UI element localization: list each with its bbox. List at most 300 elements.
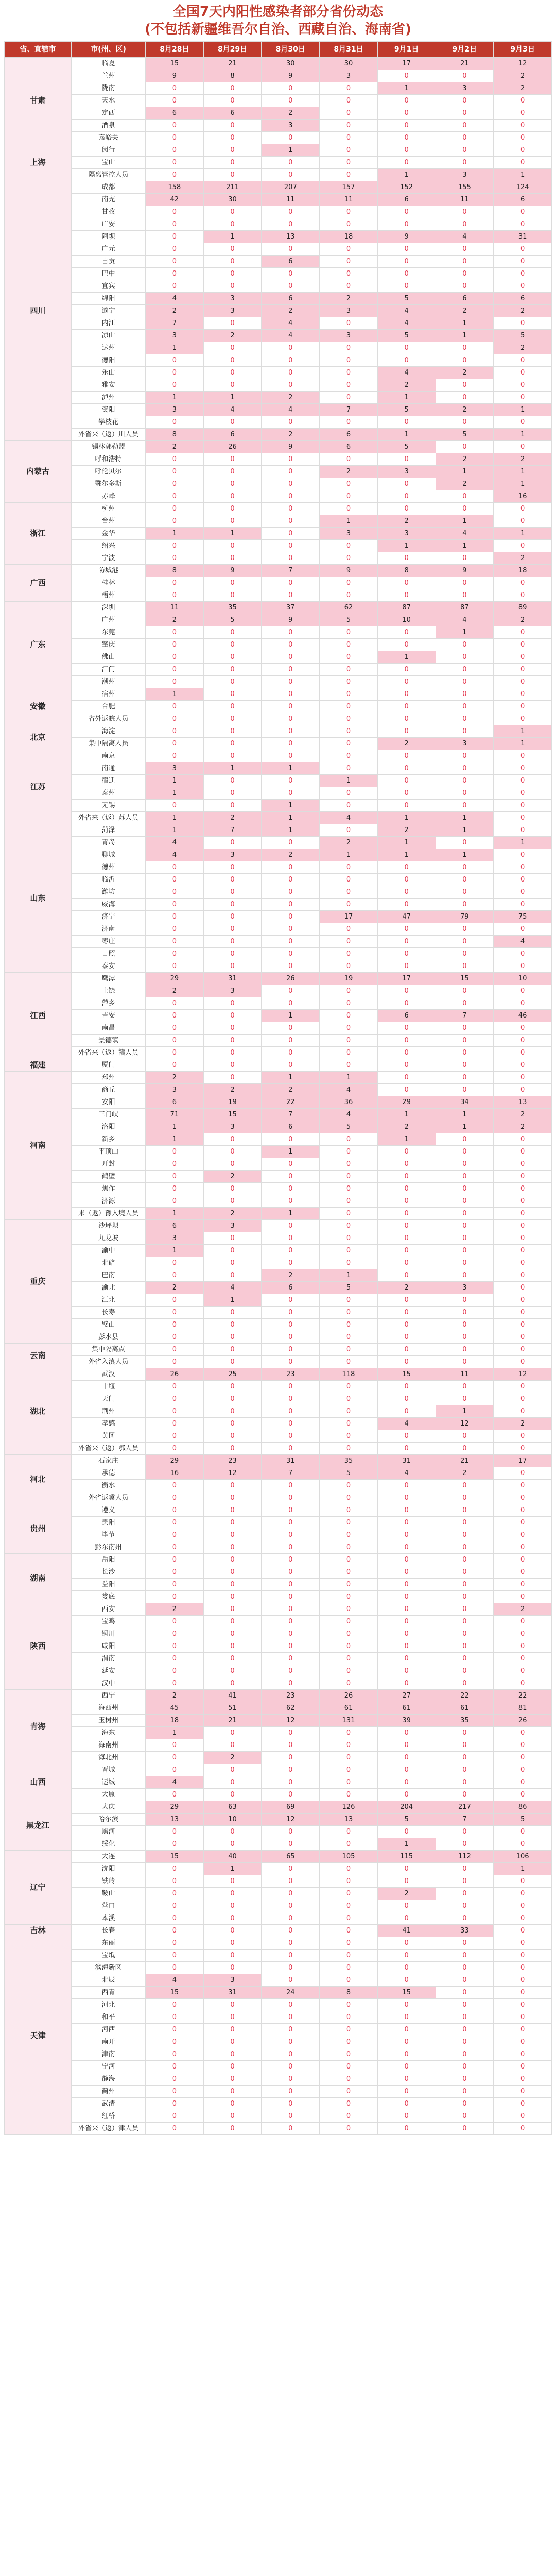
count-cell: 6 <box>262 293 320 305</box>
count-cell: 0 <box>494 1764 552 1776</box>
count-cell: 0 <box>377 1344 436 1356</box>
count-cell: 87 <box>377 602 436 614</box>
province-cell: 河南 <box>5 1072 72 1220</box>
count-cell: 2 <box>262 305 320 317</box>
count-cell: 0 <box>262 1158 320 1171</box>
province-cell: 广东 <box>5 602 72 688</box>
count-cell: 26 <box>203 441 262 453</box>
count-cell: 0 <box>262 1307 320 1319</box>
count-cell: 2 <box>146 1603 204 1616</box>
count-cell: 1 <box>436 849 494 861</box>
count-cell: 26 <box>262 973 320 985</box>
count-cell: 0 <box>146 1677 204 1690</box>
count-cell: 0 <box>377 1665 436 1677</box>
count-cell: 0 <box>494 824 552 837</box>
count-cell: 0 <box>436 577 494 589</box>
count-cell: 0 <box>262 1133 320 1146</box>
province-cell: 山西 <box>5 1764 72 1801</box>
count-cell: 2 <box>262 392 320 404</box>
count-cell: 0 <box>146 1554 204 1566</box>
city-cell: 宁波 <box>72 552 146 565</box>
count-cell: 0 <box>377 1294 436 1307</box>
count-cell: 0 <box>320 1220 378 1232</box>
count-cell: 13 <box>494 1096 552 1109</box>
count-cell: 2 <box>203 812 262 824</box>
count-cell: 0 <box>320 1307 378 1319</box>
count-cell: 0 <box>377 701 436 713</box>
count-cell: 3 <box>262 120 320 132</box>
count-cell: 0 <box>146 1579 204 1591</box>
count-cell: 0 <box>320 1925 378 1937</box>
count-cell: 0 <box>320 1529 378 1541</box>
count-cell: 2 <box>262 849 320 861</box>
count-cell: 0 <box>262 1628 320 1640</box>
count-cell: 0 <box>494 367 552 379</box>
province-cell: 浙江 <box>5 503 72 565</box>
table-row <box>5 1838 552 1851</box>
count-cell: 0 <box>262 416 320 429</box>
count-cell: 0 <box>377 1616 436 1628</box>
table-row <box>5 1616 552 1628</box>
count-cell: 0 <box>203 750 262 762</box>
count-cell: 0 <box>203 1999 262 2011</box>
count-cell: 0 <box>146 589 204 602</box>
count-cell: 217 <box>436 1801 494 1814</box>
count-cell: 0 <box>494 1393 552 1405</box>
count-cell: 0 <box>262 1517 320 1529</box>
count-cell: 0 <box>494 2110 552 2123</box>
count-cell: 0 <box>494 1294 552 1307</box>
count-cell: 0 <box>203 1047 262 1059</box>
count-cell: 6 <box>146 107 204 120</box>
count-cell: 0 <box>146 503 204 515</box>
count-cell: 0 <box>146 2024 204 2036</box>
table-row <box>5 1245 552 1257</box>
table-row <box>5 738 552 750</box>
count-cell: 2 <box>320 466 378 478</box>
city-cell: 静海 <box>72 2073 146 2086</box>
city-cell: 和平 <box>72 2011 146 2024</box>
count-cell: 0 <box>203 787 262 800</box>
count-cell: 0 <box>320 1566 378 1579</box>
count-cell: 2 <box>146 441 204 453</box>
count-cell: 69 <box>262 1801 320 1814</box>
table-row <box>5 268 552 280</box>
count-cell: 0 <box>262 206 320 218</box>
count-cell: 0 <box>262 1430 320 1443</box>
count-cell: 1 <box>146 1208 204 1220</box>
count-cell: 0 <box>146 95 204 107</box>
count-cell: 41 <box>203 1690 262 1702</box>
count-cell: 0 <box>320 243 378 256</box>
count-cell: 0 <box>262 1962 320 1974</box>
count-cell: 1 <box>320 775 378 787</box>
count-cell: 2 <box>320 293 378 305</box>
city-cell: 省外返皖人员 <box>72 713 146 725</box>
count-cell: 0 <box>436 132 494 144</box>
count-cell: 0 <box>320 1937 378 1950</box>
city-cell: 承德 <box>72 1467 146 1480</box>
count-cell: 1 <box>436 1405 494 1418</box>
count-cell: 0 <box>436 1504 494 1517</box>
count-cell: 0 <box>436 1541 494 1554</box>
count-cell: 0 <box>377 800 436 812</box>
province-cell: 辽宁 <box>5 1851 72 1925</box>
count-cell: 0 <box>146 1999 204 2011</box>
count-cell: 0 <box>262 1900 320 1912</box>
table-row <box>5 1195 552 1208</box>
count-cell: 0 <box>203 82 262 95</box>
count-cell: 0 <box>146 2061 204 2073</box>
count-cell: 0 <box>494 812 552 824</box>
count-cell: 0 <box>203 1937 262 1950</box>
city-cell: 外省来（返）川人员 <box>72 429 146 441</box>
count-cell: 0 <box>494 317 552 330</box>
count-cell: 0 <box>320 1405 378 1418</box>
count-cell: 0 <box>436 1307 494 1319</box>
city-cell: 南开 <box>72 2036 146 2048</box>
count-cell: 2 <box>146 614 204 626</box>
count-cell: 0 <box>494 2036 552 2048</box>
city-cell: 南充 <box>72 194 146 206</box>
count-cell: 0 <box>320 626 378 639</box>
count-cell: 0 <box>436 2024 494 2036</box>
count-cell: 0 <box>320 157 378 169</box>
count-cell: 0 <box>146 367 204 379</box>
city-cell: 宿州 <box>72 688 146 701</box>
count-cell: 0 <box>494 1072 552 1084</box>
count-cell: 33 <box>436 1925 494 1937</box>
table-row <box>5 107 552 120</box>
city-cell: 长沙 <box>72 1566 146 1579</box>
count-cell: 3 <box>203 1121 262 1133</box>
table-row <box>5 1467 552 1480</box>
count-cell: 1 <box>146 1133 204 1146</box>
count-cell: 0 <box>262 1035 320 1047</box>
count-cell: 1 <box>377 837 436 849</box>
count-cell: 105 <box>320 1851 378 1863</box>
count-cell: 0 <box>377 664 436 676</box>
count-cell: 0 <box>320 1356 378 1368</box>
count-cell: 131 <box>320 1715 378 1727</box>
count-cell: 0 <box>494 95 552 107</box>
count-cell: 0 <box>203 317 262 330</box>
count-cell: 0 <box>320 1492 378 1504</box>
count-cell: 0 <box>494 1208 552 1220</box>
count-cell: 61 <box>320 1702 378 1715</box>
count-cell: 1 <box>494 837 552 849</box>
city-cell: 彭水县 <box>72 1331 146 1344</box>
count-cell: 0 <box>203 490 262 503</box>
count-cell: 0 <box>320 1059 378 1072</box>
count-cell: 0 <box>203 639 262 651</box>
city-cell: 开封 <box>72 1158 146 1171</box>
count-cell: 0 <box>146 1195 204 1208</box>
count-cell: 1 <box>146 812 204 824</box>
count-cell: 0 <box>494 1888 552 1900</box>
count-cell: 0 <box>320 948 378 960</box>
count-cell: 0 <box>320 1739 378 1752</box>
count-cell: 0 <box>262 1245 320 1257</box>
count-cell: 0 <box>320 1319 378 1331</box>
count-cell: 0 <box>436 1838 494 1851</box>
count-cell: 0 <box>494 2011 552 2024</box>
count-cell: 0 <box>494 1900 552 1912</box>
count-cell: 1 <box>146 775 204 787</box>
count-cell: 0 <box>320 750 378 762</box>
count-cell: 0 <box>320 1863 378 1875</box>
table-row <box>5 1344 552 1356</box>
city-cell: 遵义 <box>72 1504 146 1517</box>
count-cell: 45 <box>146 1702 204 1715</box>
count-cell: 0 <box>203 2011 262 2024</box>
count-cell: 9 <box>436 565 494 577</box>
table-row <box>5 1690 552 1702</box>
count-cell: 0 <box>377 2110 436 2123</box>
count-cell: 0 <box>262 379 320 392</box>
count-cell: 0 <box>146 1566 204 1579</box>
table-row <box>5 1035 552 1047</box>
province-cell: 江苏 <box>5 750 72 824</box>
province-cell: 甘肃 <box>5 58 72 144</box>
city-cell: 红桥 <box>72 2110 146 2123</box>
count-cell: 0 <box>377 1579 436 1591</box>
city-cell: 三门峡 <box>72 1109 146 1121</box>
count-cell: 0 <box>262 713 320 725</box>
table-row <box>5 1368 552 1381</box>
count-cell: 0 <box>377 1900 436 1912</box>
table-row <box>5 1171 552 1183</box>
city-cell: 宜宾 <box>72 280 146 293</box>
city-cell: 津南 <box>72 2048 146 2061</box>
count-cell: 0 <box>377 1208 436 1220</box>
count-cell: 0 <box>494 2048 552 2061</box>
count-cell: 0 <box>203 1010 262 1022</box>
province-cell: 天津 <box>5 1937 72 2135</box>
count-cell: 0 <box>377 1999 436 2011</box>
city-cell: 蓟州 <box>72 2086 146 2098</box>
count-cell: 0 <box>320 923 378 936</box>
count-cell: 0 <box>320 1381 378 1393</box>
count-cell: 1 <box>494 169 552 181</box>
count-cell: 0 <box>203 923 262 936</box>
count-cell: 0 <box>377 132 436 144</box>
count-cell: 0 <box>262 540 320 552</box>
count-cell: 31 <box>203 973 262 985</box>
count-cell: 0 <box>262 1220 320 1232</box>
count-cell: 0 <box>320 206 378 218</box>
count-cell: 0 <box>436 1603 494 1616</box>
city-cell: 延安 <box>72 1665 146 1677</box>
count-cell: 0 <box>377 1307 436 1319</box>
count-cell: 0 <box>146 1591 204 1603</box>
table-row <box>5 676 552 688</box>
count-cell: 5 <box>494 330 552 342</box>
city-cell: 洛阳 <box>72 1121 146 1133</box>
count-cell: 0 <box>494 1616 552 1628</box>
count-cell: 0 <box>262 95 320 107</box>
count-cell: 0 <box>436 1566 494 1579</box>
count-cell: 0 <box>494 1937 552 1950</box>
count-cell: 0 <box>320 2123 378 2135</box>
city-cell: 呼伦贝尔 <box>72 466 146 478</box>
count-cell: 6 <box>320 429 378 441</box>
count-cell: 7 <box>146 317 204 330</box>
table-row <box>5 1294 552 1307</box>
count-cell: 0 <box>494 120 552 132</box>
count-cell: 62 <box>320 602 378 614</box>
count-cell: 0 <box>203 626 262 639</box>
count-cell: 0 <box>203 1677 262 1690</box>
city-cell: 营口 <box>72 1900 146 1912</box>
count-cell: 0 <box>203 713 262 725</box>
count-cell: 0 <box>436 861 494 874</box>
count-cell: 6 <box>262 256 320 268</box>
count-cell: 0 <box>494 1467 552 1480</box>
count-cell: 0 <box>203 1665 262 1677</box>
count-cell: 0 <box>377 1393 436 1405</box>
count-cell: 0 <box>436 1764 494 1776</box>
count-cell: 1 <box>146 528 204 540</box>
count-cell: 0 <box>203 1925 262 1937</box>
city-cell: 渝中 <box>72 1245 146 1257</box>
count-cell: 0 <box>377 1653 436 1665</box>
count-cell: 0 <box>436 1912 494 1925</box>
count-cell: 0 <box>494 1035 552 1047</box>
count-cell: 1 <box>436 515 494 528</box>
count-cell: 0 <box>436 1640 494 1653</box>
count-cell: 0 <box>377 243 436 256</box>
count-cell: 0 <box>377 1863 436 1875</box>
count-cell: 0 <box>203 157 262 169</box>
header-city: 市(州、区) <box>72 42 146 58</box>
count-cell: 1 <box>494 725 552 738</box>
count-cell: 6 <box>377 194 436 206</box>
count-cell: 6 <box>146 1096 204 1109</box>
count-cell: 0 <box>262 515 320 528</box>
count-cell: 5 <box>203 614 262 626</box>
count-cell: 0 <box>377 1047 436 1059</box>
count-cell: 0 <box>494 1739 552 1752</box>
count-cell: 0 <box>320 824 378 837</box>
count-cell: 0 <box>320 2061 378 2073</box>
count-cell: 7 <box>436 1814 494 1826</box>
count-cell: 0 <box>377 1566 436 1579</box>
count-cell: 6 <box>436 293 494 305</box>
count-cell: 0 <box>203 1517 262 1529</box>
count-cell: 0 <box>377 589 436 602</box>
count-cell: 0 <box>377 1319 436 1331</box>
count-cell: 17 <box>494 1455 552 1467</box>
city-cell: 内江 <box>72 317 146 330</box>
count-cell: 0 <box>203 1541 262 1554</box>
table-row <box>5 181 552 194</box>
count-cell: 0 <box>262 2110 320 2123</box>
city-cell: 呼和浩特 <box>72 453 146 466</box>
count-cell: 0 <box>262 1529 320 1541</box>
count-cell: 0 <box>262 1195 320 1208</box>
count-cell: 2 <box>262 1084 320 1096</box>
city-cell: 德阳 <box>72 354 146 367</box>
count-cell: 0 <box>436 342 494 354</box>
count-cell: 0 <box>377 1072 436 1084</box>
count-cell: 3 <box>320 330 378 342</box>
table-row <box>5 713 552 725</box>
count-cell: 0 <box>377 1554 436 1566</box>
count-cell: 0 <box>436 676 494 688</box>
count-cell: 0 <box>146 416 204 429</box>
city-cell: 德州 <box>72 861 146 874</box>
count-cell: 0 <box>494 787 552 800</box>
count-cell: 11 <box>320 194 378 206</box>
table-row <box>5 1331 552 1344</box>
table-row <box>5 1702 552 1715</box>
table-row <box>5 849 552 861</box>
count-cell: 0 <box>377 2061 436 2073</box>
count-cell: 0 <box>436 2048 494 2061</box>
count-cell: 0 <box>146 490 204 503</box>
count-cell: 0 <box>494 1628 552 1640</box>
count-cell: 0 <box>494 1319 552 1331</box>
count-cell: 0 <box>262 1653 320 1665</box>
count-cell: 0 <box>146 2048 204 2061</box>
count-cell: 0 <box>436 1962 494 1974</box>
count-cell: 0 <box>146 800 204 812</box>
count-cell: 0 <box>146 2110 204 2123</box>
count-cell: 0 <box>262 886 320 899</box>
count-cell: 35 <box>203 602 262 614</box>
count-cell: 0 <box>203 540 262 552</box>
count-cell: 0 <box>262 1356 320 1368</box>
table-row <box>5 614 552 626</box>
table-row <box>5 1480 552 1492</box>
count-cell: 0 <box>262 985 320 997</box>
city-cell: 景德镇 <box>72 1035 146 1047</box>
table-row <box>5 874 552 886</box>
count-cell: 0 <box>203 1232 262 1245</box>
table-header-row <box>5 42 552 58</box>
city-cell: 外省返冀人员 <box>72 1492 146 1504</box>
count-cell: 0 <box>320 1640 378 1653</box>
count-cell: 0 <box>494 1962 552 1974</box>
city-cell: 攀枝花 <box>72 416 146 429</box>
city-cell: 绍兴 <box>72 540 146 552</box>
count-cell: 0 <box>146 651 204 664</box>
count-cell: 0 <box>494 1504 552 1517</box>
count-cell: 2 <box>377 515 436 528</box>
count-cell: 0 <box>262 1616 320 1628</box>
count-cell: 0 <box>377 1356 436 1368</box>
city-cell: 达州 <box>72 342 146 354</box>
count-cell: 0 <box>320 800 378 812</box>
count-cell: 1 <box>436 317 494 330</box>
count-cell: 0 <box>377 1739 436 1752</box>
count-cell: 0 <box>494 948 552 960</box>
count-cell: 21 <box>203 1715 262 1727</box>
count-cell: 0 <box>377 997 436 1010</box>
count-cell: 2 <box>436 453 494 466</box>
count-cell: 2 <box>494 70 552 82</box>
count-cell: 2 <box>146 1072 204 1084</box>
count-cell: 0 <box>203 651 262 664</box>
count-cell: 0 <box>146 169 204 181</box>
count-cell: 0 <box>262 1579 320 1591</box>
count-cell: 0 <box>146 280 204 293</box>
count-cell: 0 <box>146 1529 204 1541</box>
count-cell: 0 <box>146 861 204 874</box>
count-cell: 0 <box>436 1344 494 1356</box>
count-cell: 0 <box>320 639 378 651</box>
